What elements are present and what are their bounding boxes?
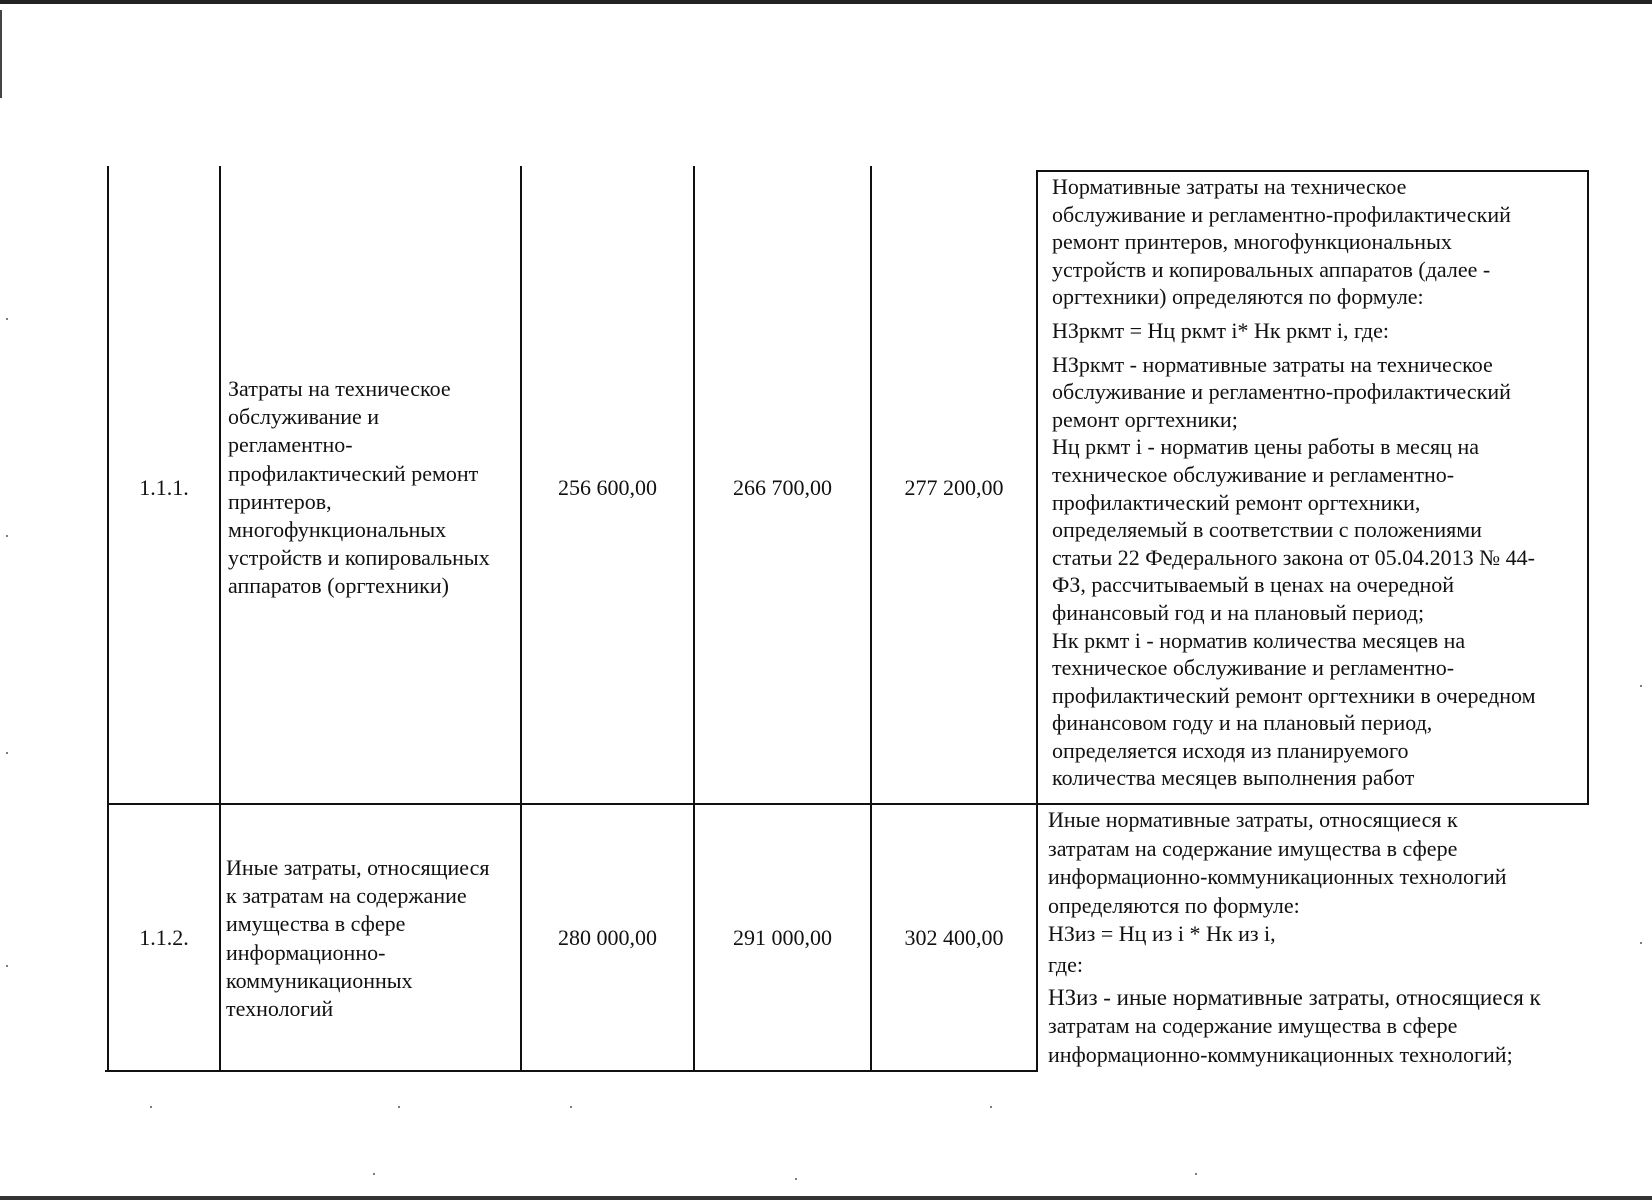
scan-speck — [373, 1173, 375, 1175]
text-line: профилактический ремонт оргтехники, — [1052, 489, 1421, 515]
cost-description — [1048, 806, 1541, 1069]
row-number: 1.1.2. — [139, 925, 189, 950]
text-line: Иные затраты, относящиеся — [226, 855, 490, 880]
text-line: определяемый в соответствии с положениями — [1052, 517, 1482, 543]
table-border-bottom — [105, 1070, 1038, 1072]
text-line: обслуживание и регламентно-профилактический — [1052, 379, 1511, 405]
text-line: многофункциональных — [228, 517, 447, 543]
text-line: обслуживание и — [228, 404, 380, 430]
text-line: техническое обслуживание и регламентно- — [1052, 461, 1455, 487]
column-divider — [1036, 170, 1038, 1072]
scan-speck — [1195, 1173, 1197, 1175]
scan-left-mark — [0, 10, 2, 98]
text-line: затратам на содержание имущества в сфере — [1048, 1013, 1458, 1039]
text-line: НЗиз - иные нормативные затраты, относящиеся к — [1048, 984, 1541, 1010]
text-line: оргтехники) определяются по формуле: — [1052, 284, 1424, 310]
cost-item-name — [228, 375, 490, 601]
text-line: профилактический ремонт — [228, 460, 479, 486]
amount-value: 277 200,00 — [904, 475, 1004, 500]
text-line: НЗркмт - нормативные затраты на техническое — [1052, 351, 1493, 377]
text-line: аппаратов (оргтехники) — [228, 573, 449, 599]
text-line: информационно-коммуникационных технологий — [1048, 864, 1507, 890]
text-line: ремонт оргтехники; — [1052, 406, 1238, 432]
text-line: техническое обслуживание и регламентно- — [1052, 655, 1455, 681]
text-line: затратам на содержание имущества в сфере — [1048, 835, 1458, 861]
scan-speck — [150, 1106, 152, 1108]
row-number: 1.1.1. — [139, 475, 189, 500]
scan-speck — [795, 1178, 797, 1180]
row-divider — [107, 803, 1589, 805]
scan-speck — [1640, 942, 1642, 944]
text-line: статьи 22 Федерального закона от 05.04.2013 № 44- — [1052, 544, 1536, 570]
text-line: где: — [1048, 951, 1083, 977]
text-line: финансовом году и на плановый период, — [1052, 710, 1433, 736]
text-line: определяются по формуле: — [1048, 892, 1300, 918]
text-line: ремонт принтеров, многофункциональных — [1052, 229, 1452, 255]
text-line: имущества в сфере — [226, 911, 406, 937]
amount-value: 280 000,00 — [558, 925, 657, 950]
text-line: Нк ркмт i - норматив количества месяцев на — [1052, 627, 1466, 653]
cost-item-name — [226, 854, 490, 1023]
scan-speck — [6, 318, 8, 320]
text-line: обслуживание и регламентно-профилактический — [1052, 201, 1511, 227]
scan-speck — [1640, 685, 1642, 687]
scan-speck — [6, 535, 8, 537]
text-line: профилактический ремонт оргтехники в очередном — [1052, 682, 1536, 708]
text-line: Нормативные затраты на техническое — [1052, 174, 1407, 199]
formula-line: НЗркмт = Нц ркмт i* Нк ркмт i, где: — [1052, 317, 1389, 343]
text-line: Затраты на техническое — [228, 376, 451, 401]
text-line: к затратам на содержание — [226, 883, 467, 909]
text-line: количества месяцев выполнения работ — [1052, 765, 1415, 791]
scan-speck — [398, 1106, 400, 1108]
text-line: Иные нормативные затраты, относящиеся к — [1048, 807, 1458, 832]
description-top-border — [1036, 170, 1589, 172]
scan-speck — [6, 752, 8, 754]
text-line: устройств и копировальных — [228, 545, 490, 571]
scan-speck — [570, 1106, 572, 1108]
text-line: Нц ркмт i - норматив цены работы в месяц на — [1052, 434, 1479, 460]
scan-bottom-edge — [0, 1196, 1652, 1200]
text-line: принтеров, — [228, 488, 332, 514]
column-divider — [219, 166, 221, 1072]
text-line: коммуникационных — [226, 967, 413, 993]
scan-top-edge — [0, 0, 1652, 4]
cost-description — [1052, 173, 1536, 792]
amount-value: 302 400,00 — [904, 925, 1004, 950]
table-border-right — [1587, 170, 1589, 805]
amount-value: 291 000,00 — [733, 925, 832, 950]
text-line: информационно-коммуникационных технологий; — [1048, 1041, 1513, 1067]
amount-value: 266 700,00 — [733, 475, 832, 500]
scan-speck — [990, 1106, 992, 1108]
formula-line: НЗиз = Нц из i * Нк из i, — [1048, 921, 1276, 947]
text-line: технологий — [226, 996, 334, 1022]
text-line: устройств и копировальных аппаратов (далее - — [1052, 256, 1491, 282]
text-line: информационно- — [226, 939, 386, 965]
text-line: финансовый год и на плановый период; — [1052, 599, 1425, 625]
amount-value: 256 600,00 — [558, 475, 657, 500]
text-line: регламентно- — [228, 432, 353, 458]
text-line: ФЗ, рассчитываемый в ценах на очередной — [1052, 572, 1455, 598]
text-line: определяется исходя из планируемого — [1052, 737, 1409, 763]
scan-speck — [6, 965, 8, 967]
